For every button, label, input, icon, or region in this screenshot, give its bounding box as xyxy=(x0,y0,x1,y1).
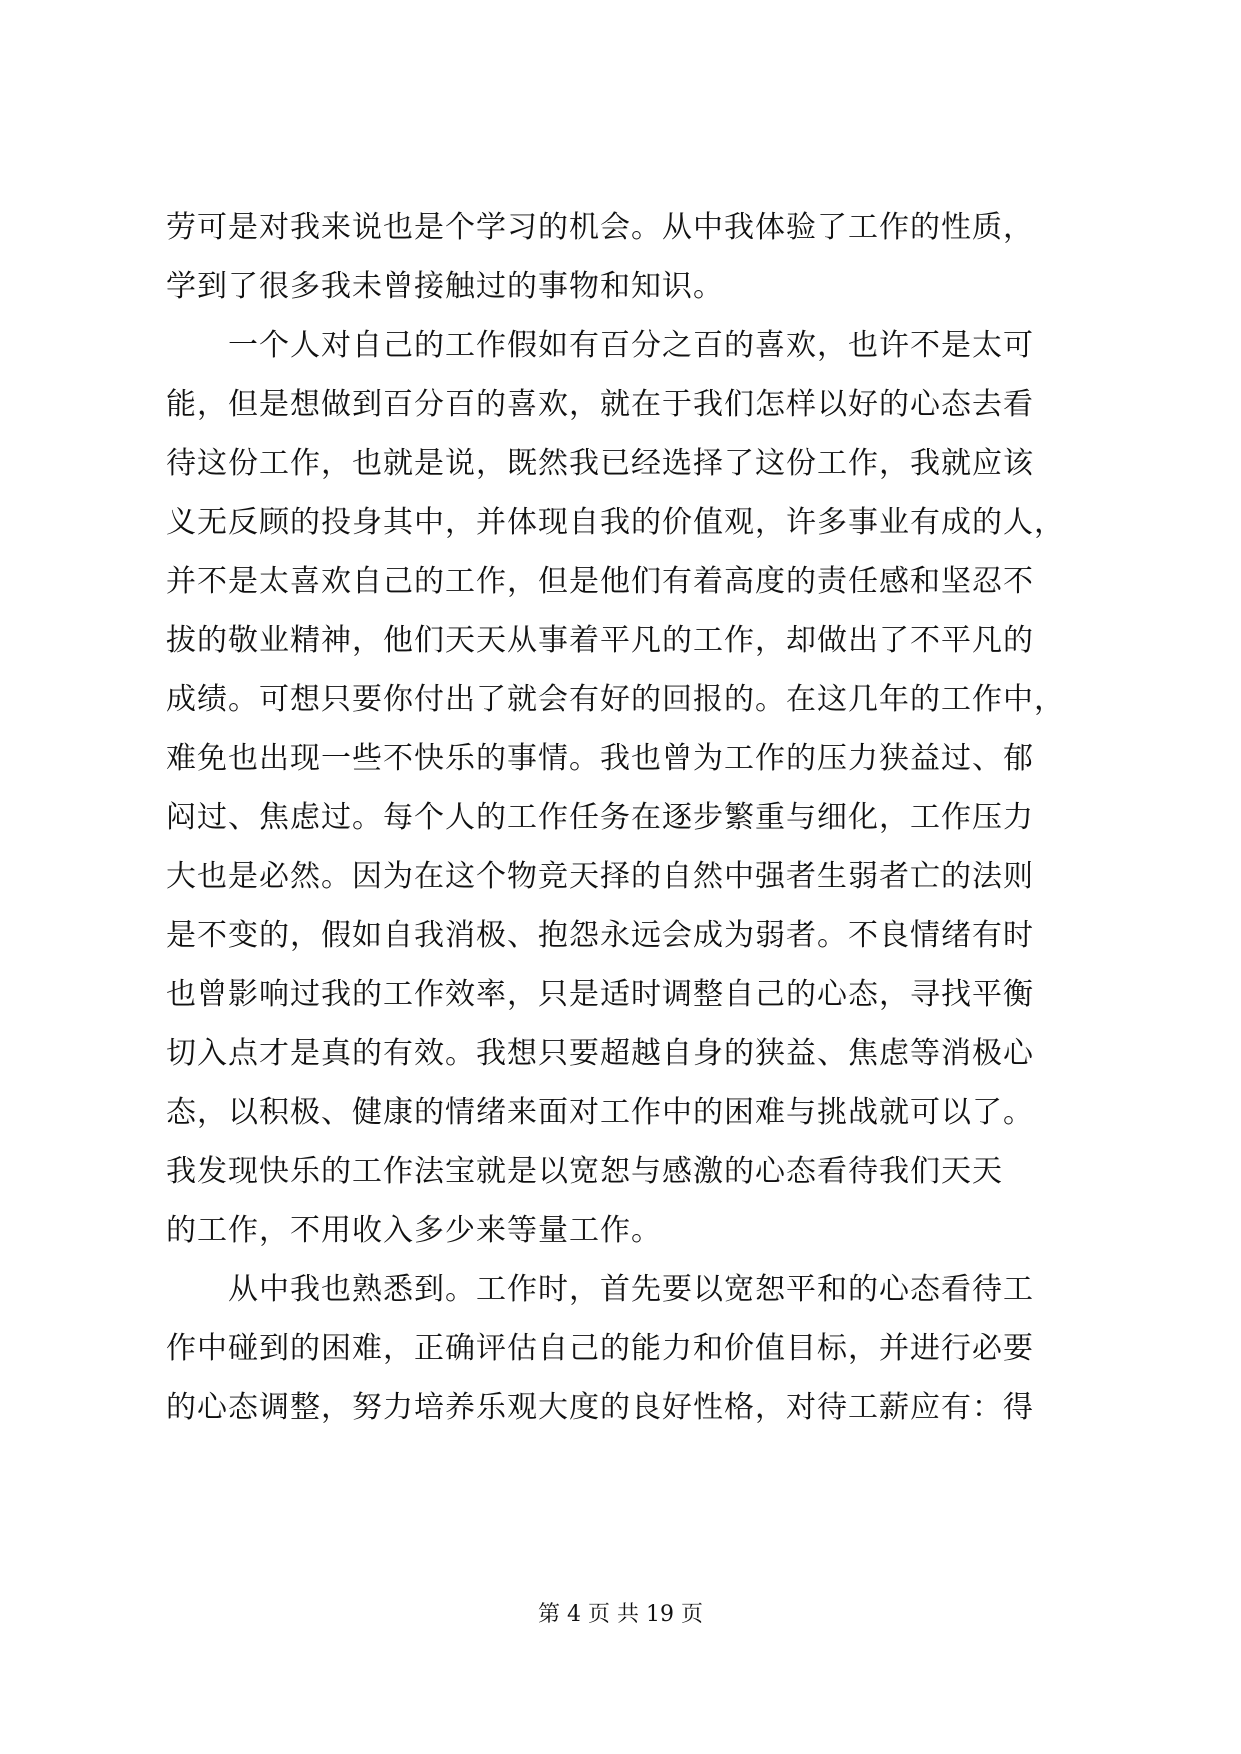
text-line: 闷过、焦虑过。每个人的工作任务在逐步繁重与细化，工作压力 xyxy=(166,800,1034,835)
text-line: 大也是必然。因为在这个物竞天择的自然中强者生弱者亡的法则 xyxy=(166,859,1034,894)
text-line: 我发现快乐的工作法宝就是以宽恕与感激的心态看待我们天天 xyxy=(166,1154,1003,1189)
page-number-indicator: 第 4 页 共 19 页 xyxy=(538,1602,703,1627)
text-line: 学到了很多我未曾接触过的事物和知识。 xyxy=(166,269,724,304)
text-line: 成绩。可想只要你付出了就会有好的回报的。在这几年的工作中， xyxy=(166,682,1065,717)
text-line: 是不变的，假如自我消极、抱怨永远会成为弱者。不良情绪有时 xyxy=(166,918,1034,953)
text-line: 态，以积极、健康的情绪来面对工作中的困难与挑战就可以了。 xyxy=(166,1095,1034,1130)
text-line: 待这份工作，也就是说，既然我已经选择了这份工作，我就应该 xyxy=(166,446,1034,481)
text-line: 难免也出现一些不快乐的事情。我也曾为工作的压力狭益过、郁 xyxy=(166,741,1034,776)
text-line: 能，但是想做到百分百的喜欢，就在于我们怎样以好的心态去看 xyxy=(166,387,1034,422)
text-line: 一个人对自己的工作假如有百分之百的喜欢，也许不是太可 xyxy=(166,328,1034,363)
text-line: 义无反顾的投身其中，并体现自我的价值观，许多事业有成的人， xyxy=(166,505,1065,540)
text-line: 切入点才是真的有效。我想只要超越自身的狭益、焦虑等消极心 xyxy=(166,1036,1034,1071)
text-line: 并不是太喜欢自己的工作，但是他们有着高度的责任感和坚忍不 xyxy=(166,564,1034,599)
text-line: 作中碰到的困难，正确评估自己的能力和价值目标，并进行必要 xyxy=(166,1331,1034,1366)
body-text xyxy=(166,198,1086,1437)
page-footer xyxy=(0,1600,1241,1630)
text-line: 从中我也熟悉到。工作时，首先要以宽恕平和的心态看待工 xyxy=(166,1272,1034,1307)
text-line: 的心态调整，努力培养乐观大度的良好性格，对待工薪应有：得 xyxy=(166,1390,1034,1425)
text-line: 劳可是对我来说也是个学习的机会。从中我体验了工作的性质， xyxy=(166,210,1034,245)
text-line: 也曾影响过我的工作效率，只是适时调整自己的心态，寻找平衡 xyxy=(166,977,1034,1012)
text-line: 拔的敬业精神，他们天天从事着平凡的工作，却做出了不平凡的 xyxy=(166,623,1034,658)
text-line: 的工作，不用收入多少来等量工作。 xyxy=(166,1213,662,1248)
